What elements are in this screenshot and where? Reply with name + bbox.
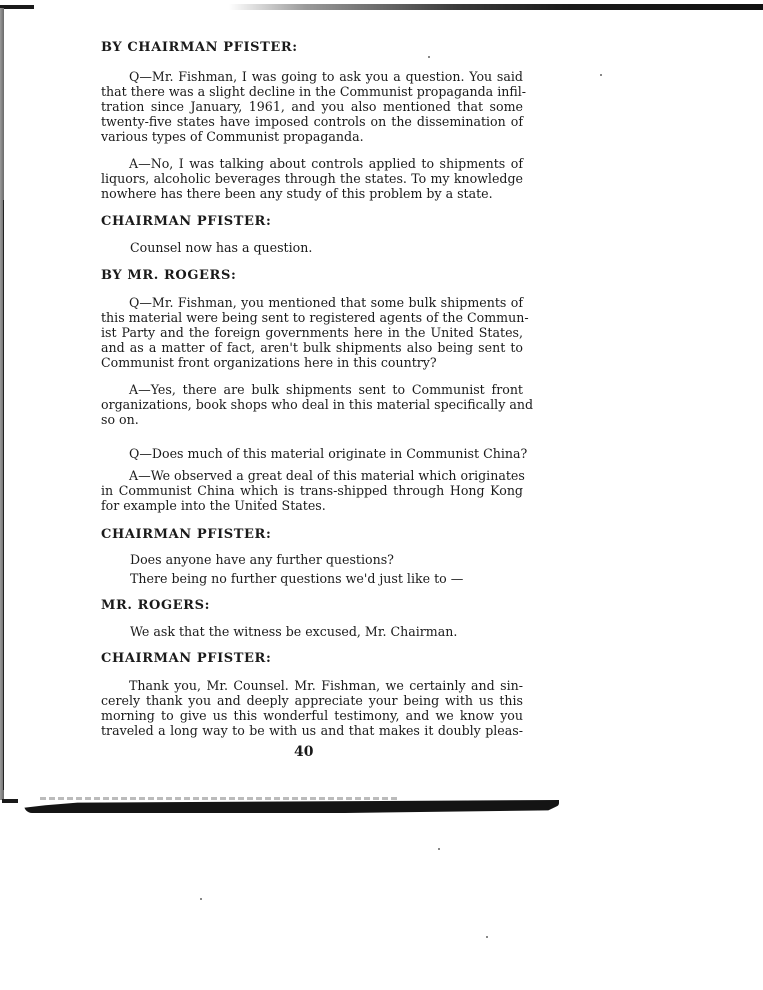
speaker-heading: BY CHAIRMAN PFISTER:: [101, 40, 298, 55]
statement: We ask that the witness be excused, Mr. Chairman.: [130, 624, 458, 639]
question-paragraph: [101, 446, 528, 461]
answer-paragraph: [101, 468, 523, 513]
scan-bottom-edge: [24, 800, 559, 813]
scan-speck: [486, 936, 488, 938]
text-line: A—We observed a great deal of this material which originates: [129, 468, 525, 483]
transcript-page: [101, 38, 534, 738]
text-line: A—No, I was talking about controls applied to shipments of: [129, 156, 523, 171]
text-line: this material were being sent to registered agents of the Commun-: [101, 310, 529, 325]
scan-speck: [438, 848, 440, 850]
speaker-heading: CHAIRMAN PFISTER:: [101, 651, 272, 666]
statement: Does anyone have any further questions?: [130, 552, 394, 567]
text-line: twenty-five states have imposed controls on the dissemination of: [101, 114, 523, 129]
scan-speck: [200, 898, 202, 900]
scan-top-left-corner: [0, 5, 34, 9]
scan-left-shadow: [3, 200, 4, 790]
text-line: Thank you, Mr. Counsel. Mr. Fishman, we certainly and sin-: [129, 678, 523, 693]
scan-top-edge: [0, 4, 763, 10]
text-line: ist Party and the foreign governments here in the United States,: [101, 325, 523, 340]
statement: There being no further questions we'd just like to —: [130, 571, 464, 586]
speaker-heading: CHAIRMAN PFISTER:: [101, 214, 272, 229]
text-line: in Communist China which is trans-shipped through Hong Kong: [101, 483, 523, 498]
answer-paragraph: [101, 382, 534, 427]
text-line: cerely thank you and deeply appreciate your being with us this: [101, 693, 523, 708]
text-line: liquors, alcoholic beverages through the states. To my knowledge: [101, 171, 523, 186]
text-line: traveled a long way to be with us and that makes it doubly pleas-: [101, 723, 523, 738]
scan-bottom-faint-line: [40, 797, 400, 800]
speaker-heading: CHAIRMAN PFISTER:: [101, 527, 272, 542]
text-line: and as a matter of fact, aren't bulk shipments also being sent to: [101, 340, 523, 355]
speaker-heading: MR. ROGERS:: [101, 598, 210, 613]
text-line: so on.: [101, 412, 139, 427]
text-line: Q—Does much of this material originate in Communist China?: [129, 446, 528, 461]
text-line: morning to give us this wonderful testimony, and we know you: [101, 708, 523, 723]
text-line: various types of Communist propaganda.: [101, 129, 364, 144]
scan-bottom-left-corner: [2, 799, 18, 803]
text-line: that there was a slight decline in the Communist propaganda infil-: [101, 84, 527, 99]
text-line: Q—Mr. Fishman, you mentioned that some bulk shipments of: [129, 295, 523, 310]
text-line: for example into the United States.: [101, 498, 326, 513]
text-line: A—Yes, there are bulk shipments sent to Communist front: [129, 382, 523, 397]
page-number: 40: [294, 744, 314, 760]
speaker-heading: BY MR. ROGERS:: [101, 268, 237, 283]
scan-speck: [600, 74, 602, 76]
text-line: Communist front organizations here in this country?: [101, 355, 437, 370]
statement: Counsel now has a question.: [130, 240, 313, 255]
answer-paragraph: [101, 156, 523, 201]
question-paragraph: [101, 295, 529, 370]
text-line: nowhere has there been any study of this problem by a state.: [101, 186, 493, 201]
statement-paragraph: [101, 678, 523, 738]
text-line: organizations, book shops who deal in this material specifically and: [101, 397, 534, 412]
text-line: tration since January, 1961, and you also mentioned that some: [101, 99, 523, 114]
text-line: Q—Mr. Fishman, I was going to ask you a question. You said: [129, 69, 523, 84]
question-paragraph: [101, 69, 527, 144]
